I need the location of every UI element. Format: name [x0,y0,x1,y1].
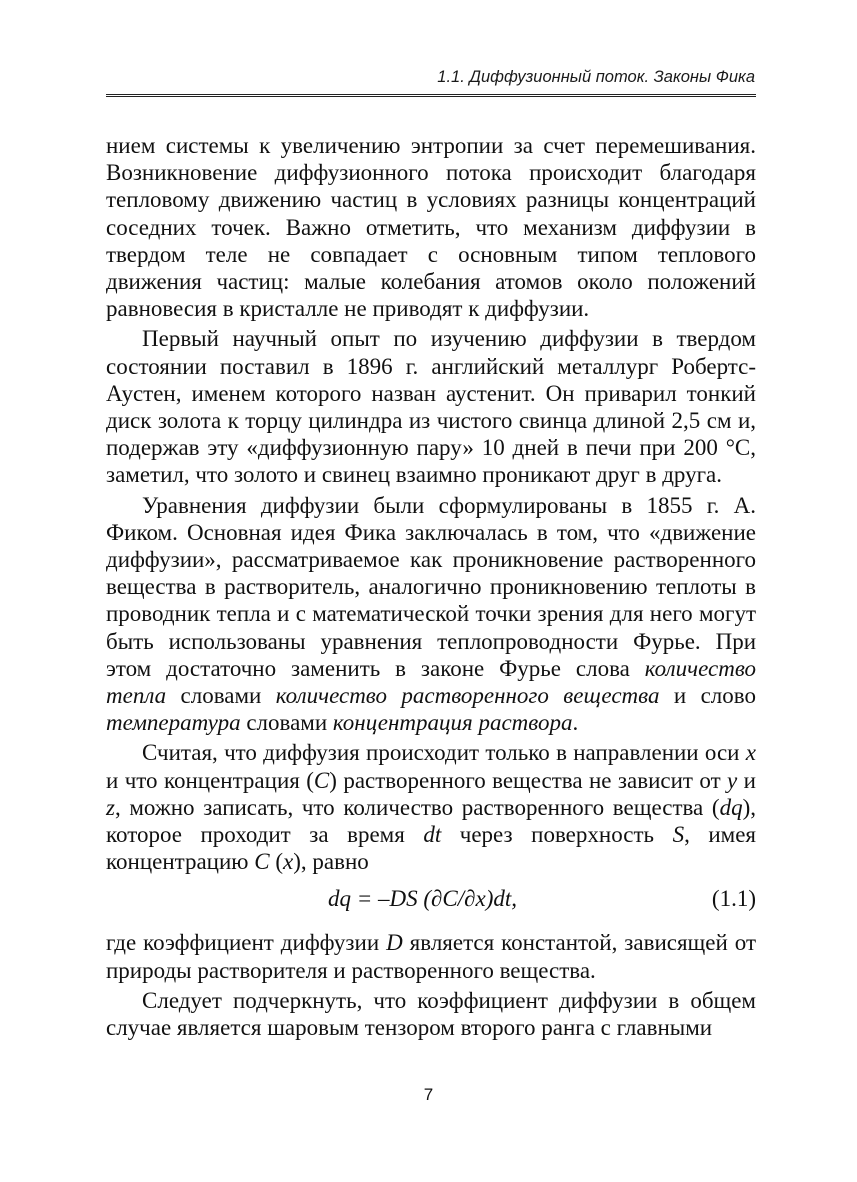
p4-text-c: и что концентрация ( [106,767,314,793]
p4-var-z: z [106,794,115,820]
p4-text-a: Считая, что диффузия происходит только в направлении оси [142,740,746,766]
header-rule [106,94,756,97]
paragraph-2: Первый научный опыт по изучению диффузии в твердом состоянии поставил в 1896 г. английский металлург Робертс-Аустен, именем которого назван аустенит. Он приварил тонкий диск золота к торцу цилиндра из чистого свинца длиной 2,5 см и, подержав эту «диффузионную пару» 10 дней в печи при 200 °С, заметил, что золото и свинец взаимно проникают друг в друга. [106,326,756,488]
p4-var-y: y [727,767,738,793]
p5-text-a: где коэффициент диффузии [106,930,387,956]
p3-text-i: . [572,710,579,736]
p4-var-dq: dq [719,794,743,820]
paragraph-1: нием системы к увеличению энтропии за счет перемешивания. Возникновение диффузионного потока происходит благодаря тепловому движению частиц в условиях разницы концентраций соседних точек. Важно отметить, что механизм диффузии в твердом теле не совпадает с основным типом теплового движения частиц: малые колебания атомов около положений равновесия в кристалле не приводят к диффузии. [106,133,756,322]
formula-number: (1.1) [711,886,756,912]
p5-var-d: D [386,930,403,956]
paragraph-3 [106,492,756,737]
p3-italic-heat-amount: количество тепла [106,655,756,709]
p4-text-o: , имея концентрацию [106,822,756,875]
p3-text-g: словами [240,710,333,736]
p4-text-i: , можно записать, что количество растворенного вещества ( [114,794,720,820]
paragraph-4 [106,739,756,875]
p3-italic-concentration: концентрация раствора [332,710,573,736]
p4-text-k: ), которое проходит за время [106,794,756,848]
formula-1-1 [106,885,756,919]
page-number: 7 [423,1085,434,1104]
p4-text-m: через поверхность [441,822,673,848]
paragraph-5 [106,929,756,983]
formula-expression: dq = –DS (∂C/∂x)dt, [328,886,518,912]
paragraph-6: Следует подчеркнуть, что коэффициент диффузии в общем случае является шаровым тензором второго ранга с главными [106,987,756,1041]
running-header-title: 1.1. Диффузионный поток. Законы Фика [437,68,755,86]
p4-text-q: ( [269,849,283,875]
p3-text-c: словами [166,683,276,709]
p4-text-s: ), равно [293,849,369,875]
p3-italic-temperature: температура [106,710,241,736]
p4-var-c2: C [254,849,270,875]
p3-text-e: и слово [659,683,756,709]
p4-text-e: ) растворенного вещества не зависит от [329,767,728,793]
p4-text-g: и [737,767,756,793]
p4-var-dt: dt [423,822,442,848]
p4-var-x2: x [283,849,294,875]
p4-var-x: x [745,740,756,766]
body-text [106,132,756,1041]
p5-text-c: является константой, зависящей от природы растворителя и растворенного вещества. [106,930,756,983]
p4-var-c: C [313,767,330,793]
p4-var-s: S [672,822,685,848]
p3-text-a: Уравнения диффузии были сформулированы в 1855 г. А. Фиком. Основная идея Фика заключалась в том, что «движение диффузии», рассматриваемое как проникновение растворенного вещества в растворитель, аналогично проникновению теплоты в проводник тепла и с математической точки зрения для него могут быть использованы уравнения теплопроводности Фурье. При этом достаточно заменить в законе Фурье слова [106,492,756,681]
p3-italic-solute-amount: количество растворенного вещества [275,683,660,709]
